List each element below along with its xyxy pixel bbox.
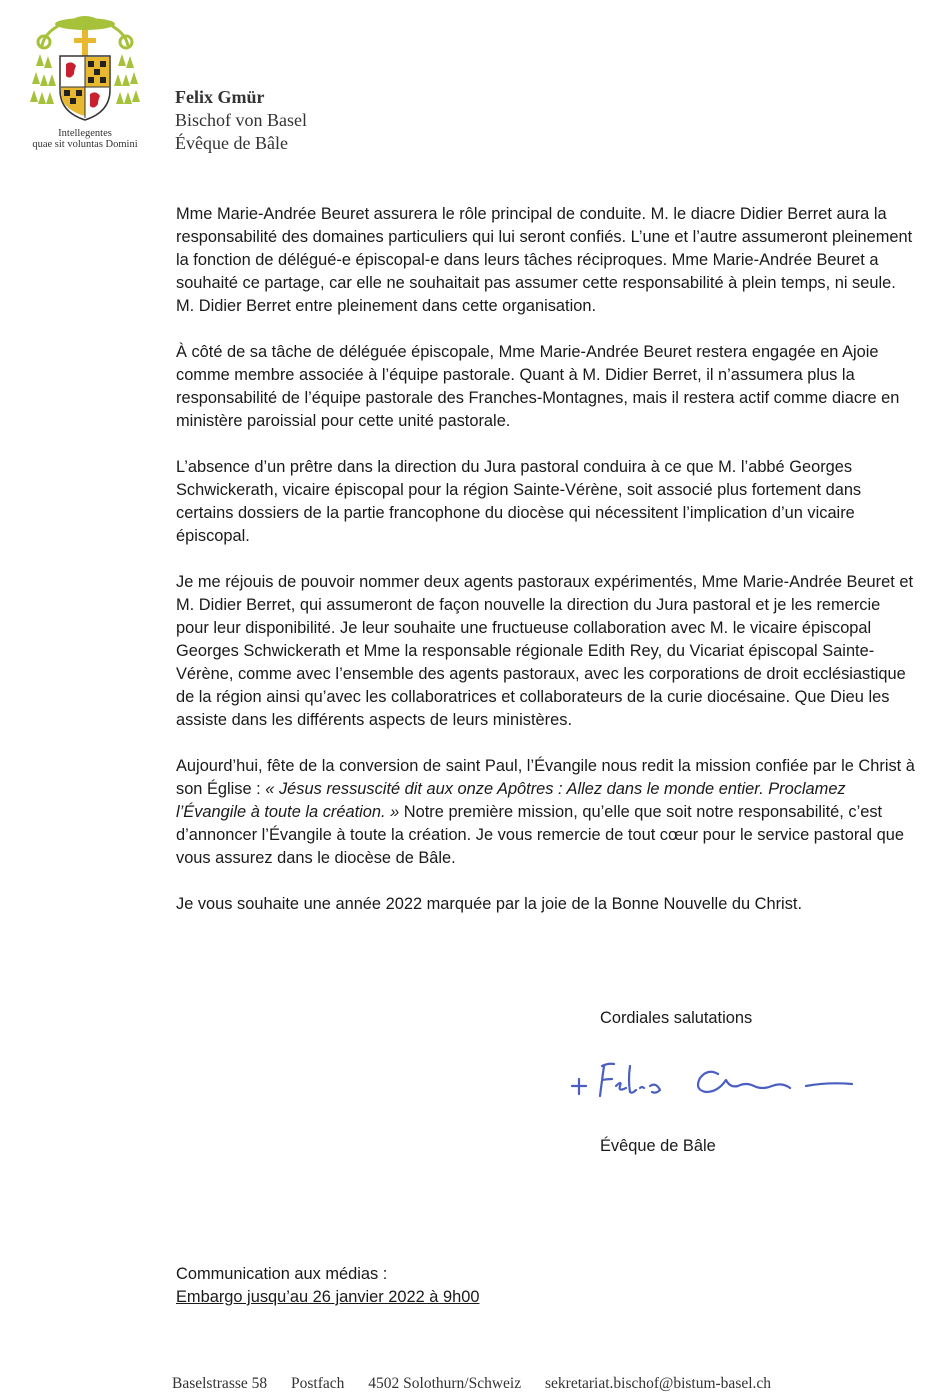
paragraph-wishes: Je vous souhaite une année 2022 marquée par la joie de la Bonne Nouvelle du Christ. <box>176 895 802 913</box>
mission-conclusion: Notre première mission, qu’elle que soit notre responsabilité, c’est d’annoncer l’Évangile à toute la création. Je vous remercie de tout cœur pour le service pastoral que vous assurez dans le diocèse de Bâle. <box>176 803 904 867</box>
coat-of-arms-motto <box>20 128 150 150</box>
mission-intro: Aujourd’hui, fête de la conversion de saint Paul, l’Évangile nous redit la mission confiée par le Christ à son Église : <box>176 757 915 798</box>
bishop-title-german: Bischof von Basel <box>175 110 307 130</box>
motto-line-2: quae sit voluntas Domini <box>32 139 138 150</box>
bishop-name: Felix Gmür <box>175 87 265 107</box>
gospel-quote: « Jésus ressuscité dit aux onze Apôtres : Allez dans le monde entier. Proclamez l’Évangile à toute la création. » <box>176 780 846 821</box>
letterhead <box>175 86 307 155</box>
letter-body <box>176 203 916 939</box>
media-heading: Communication aux médias : <box>176 1265 388 1283</box>
paragraph-leadership: Mme Marie-Andrée Beuret assurera le rôle principal de conduite. M. le diacre Didier Berret aura la responsabilité des domaines particuliers qui lui seront confiés. L’une et l’autre assumeront pleinement la fonction de délégué-e épiscopal-e dans leurs tâches réciproques. Mme Marie-Andrée Beuret a souhaité ce partage, car elle ne souhaitait pas assumer cette responsabilité à plein temps, ni seule. M. Didier Berret entre pleinement dans cette organisation. <box>176 205 913 315</box>
signer-title: Évêque de Bâle <box>600 1137 716 1155</box>
letter-footer-address <box>172 1374 771 1394</box>
footer-email: sekretariat.bischof@bistum-basel.ch <box>545 1375 772 1392</box>
media-notice <box>176 1263 479 1309</box>
closing-salutation: Cordiales salutations <box>600 1009 753 1027</box>
bishop-title-french: Évêque de Bâle <box>175 133 288 153</box>
footer-city: 4502 Solothurn/Schweiz <box>368 1375 522 1392</box>
paragraph-mission <box>176 755 916 870</box>
handwritten-signature <box>568 1052 868 1108</box>
footer-postbox: Postfach <box>291 1375 345 1392</box>
embargo-notice: Embargo jusqu’au 26 janvier 2022 à 9h00 <box>176 1288 480 1306</box>
footer-street: Baselstrasse 58 <box>172 1375 268 1392</box>
paragraph-vicar: L’absence d’un prêtre dans la direction du Jura pastoral conduira à ce que M. l’abbé Georges Schwickerath, vicaire épiscopal pour la région Sainte-Vérène, soit associé plus fortement dans certains dossiers de la partie francophone du diocèse qui nécessitent l’implication d’un vicaire épiscopal. <box>176 458 862 545</box>
paragraph-roles: À côté de sa tâche de déléguée épiscopale, Mme Marie-Andrée Beuret restera engagée en Ajoie comme membre associée à l’équipe pastorale. Quant à M. Didier Berret, il n’assumera plus la responsabilité de l’équipe pastorale des Franches-Montagnes, mais il restera actif comme diacre en ministère paroissial pour cette unité pastorale. <box>176 343 900 430</box>
bishop-coat-of-arms-logo <box>30 12 140 124</box>
paragraph-thanks: Je me réjouis de pouvoir nommer deux agents pastoraux expérimentés, Mme Marie-Andrée Beuret et M. Didier Berret, qui assumeront de façon nouvelle la direction du Jura pastoral et je les remercie pour leur disponibilité. Je leur souhaite une fructueuse collaboration avec M. le vicaire épiscopal Georges Schwickerath et Mme la responsable régionale Edith Rey, du Vicariat épiscopal Sainte-Vérène, comme avec l’ensemble des agents pastoraux, avec les corporations de droit ecclésiastique de la région ainsi qu’avec les collaboratrices et collaborateurs de la curie diocésaine. Que Dieu les assiste dans les différents aspects de leurs ministères. <box>176 573 914 729</box>
motto-line-1: Intellegentes <box>58 128 112 139</box>
